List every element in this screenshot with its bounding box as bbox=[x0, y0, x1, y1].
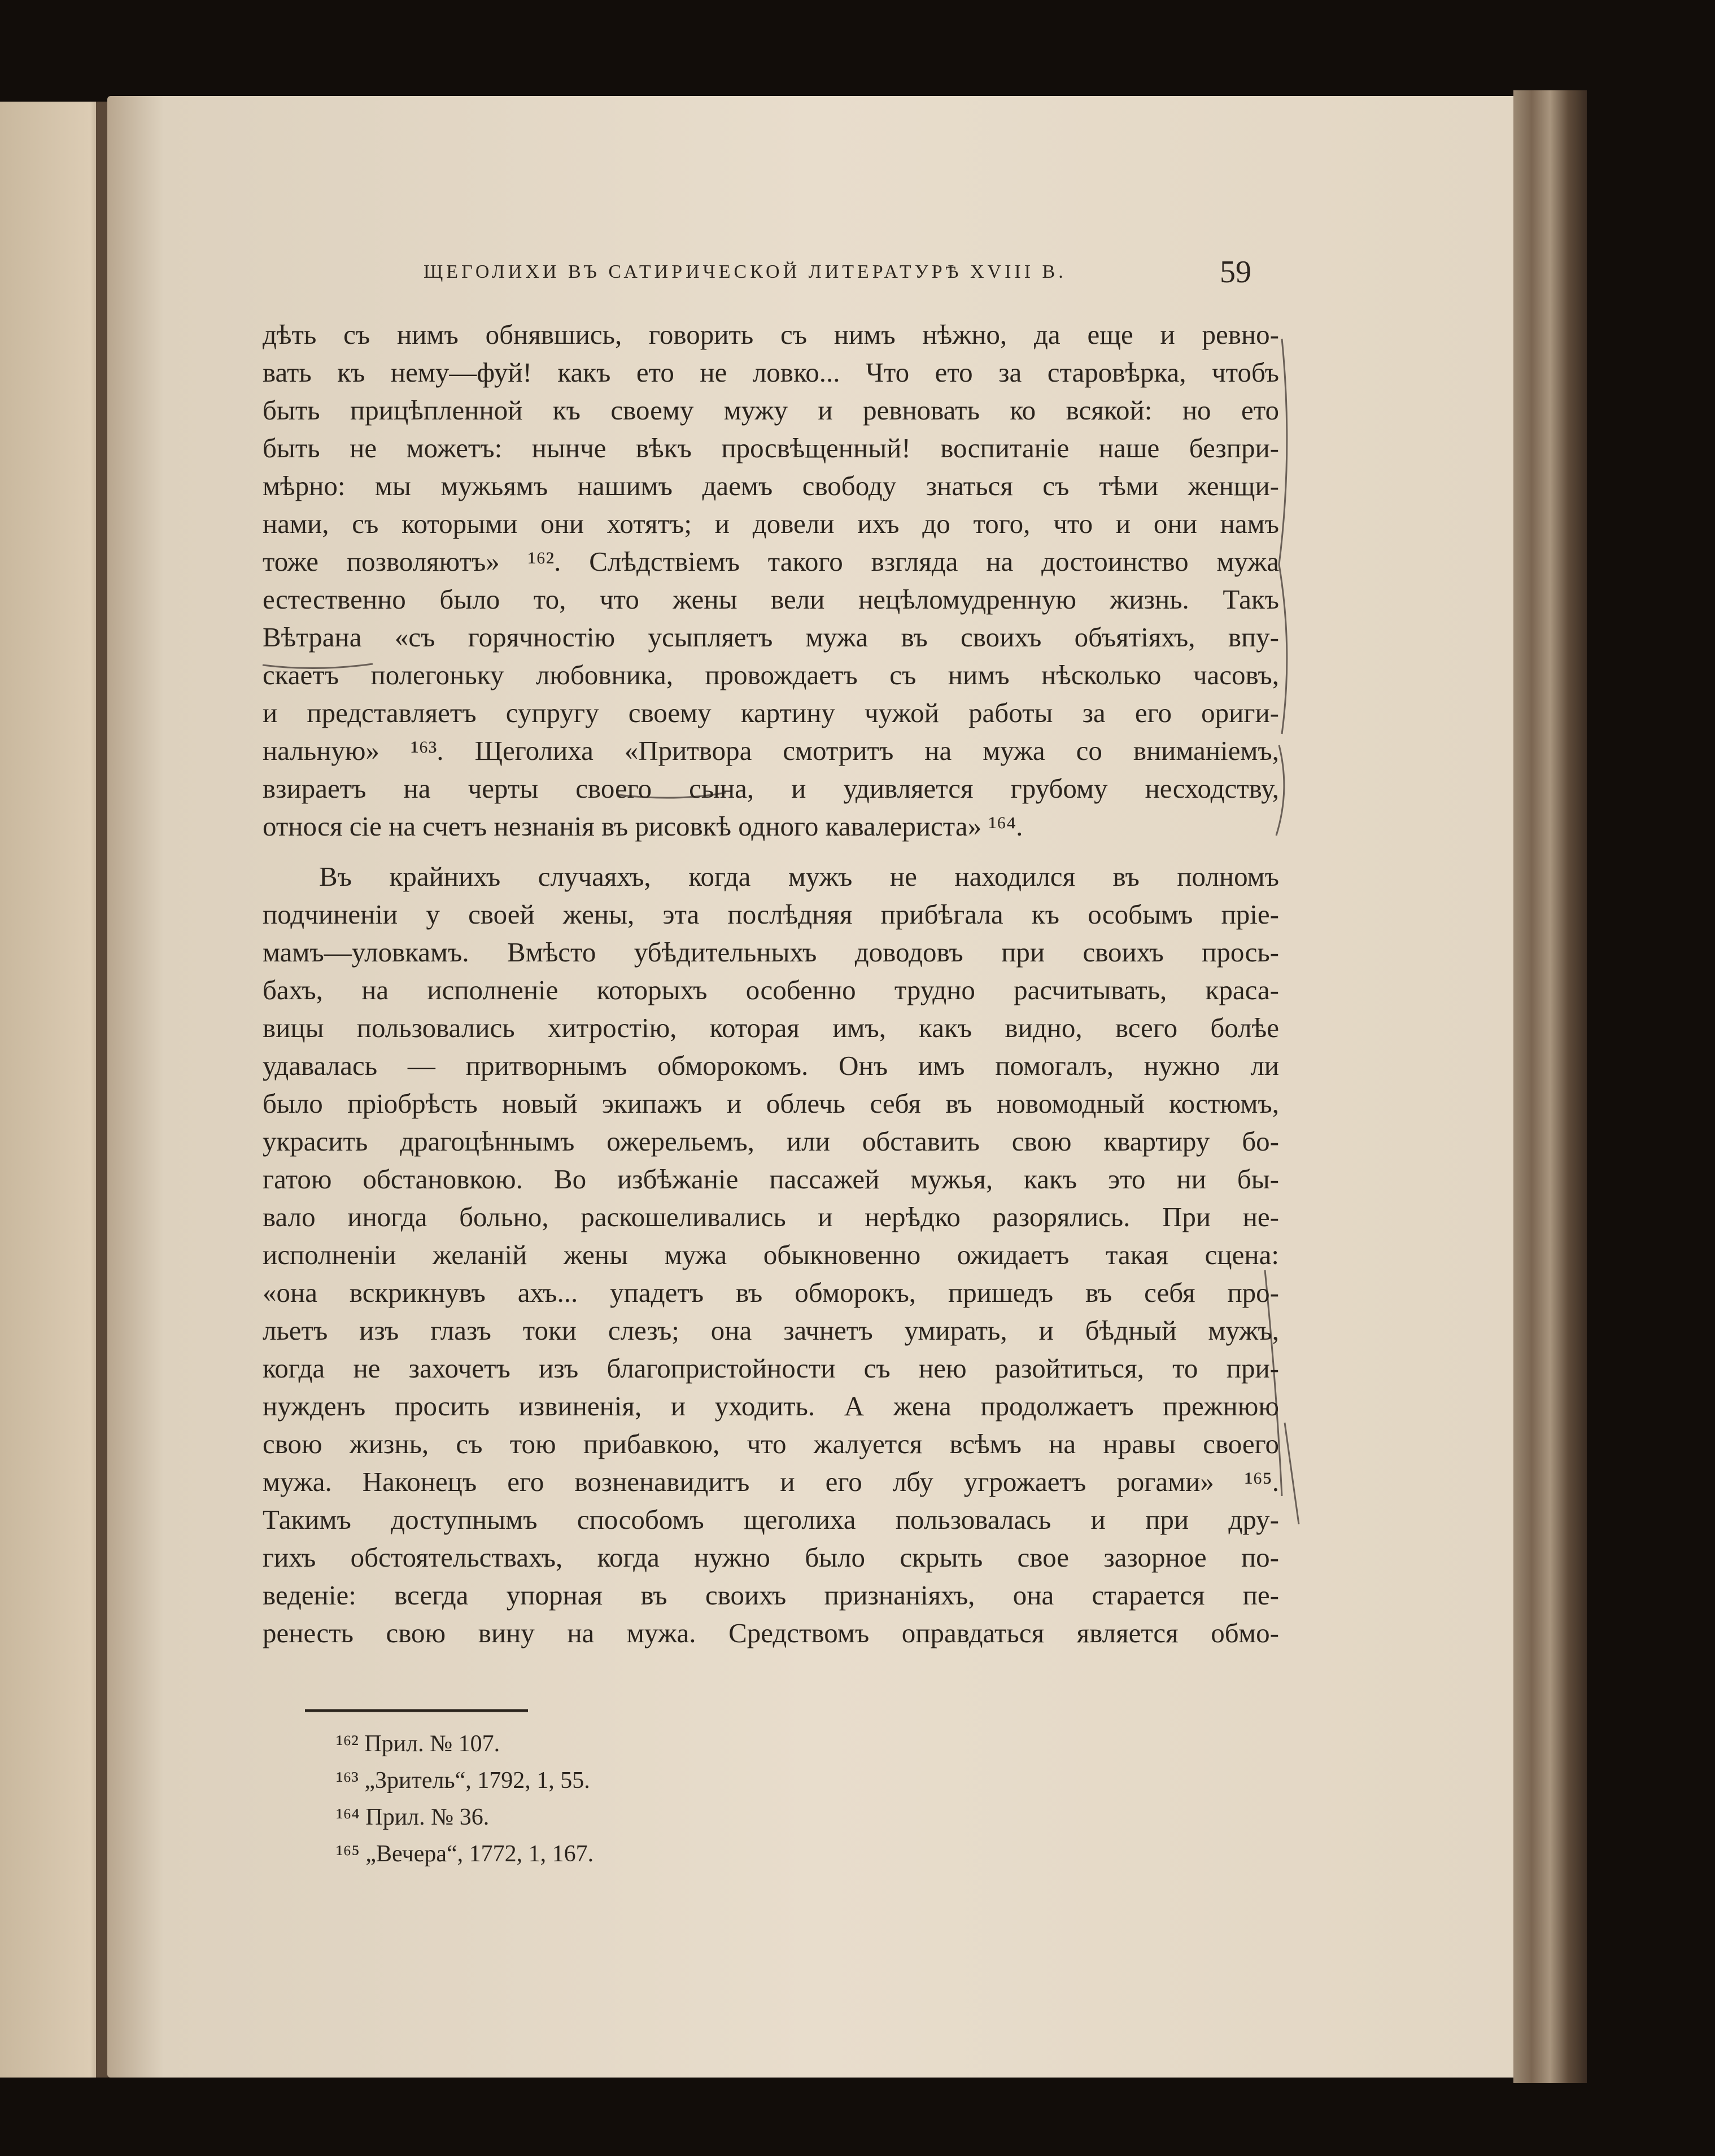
body-line: ренесть свою вину на мужа. Средствомъ оправдаться является обмо- bbox=[263, 1617, 1279, 1648]
body-line: было пріобрѣсть новый экипажъ и облечь себя въ новомодный костюмъ, bbox=[263, 1088, 1279, 1119]
body-line: свою жизнь, съ тою прибавкою, что жалуется всѣмъ на нравы своего bbox=[263, 1428, 1279, 1459]
body-line: и представляетъ супругу своему картину чужой работы за его ориги- bbox=[263, 697, 1279, 728]
body-line: удавалась — притворнымъ обморокомъ. Онъ имъ помогалъ, нужно ли bbox=[263, 1050, 1279, 1081]
body-line: Вѣтрана «съ горячностію усыпляетъ мужа въ своихъ объятіяхъ, впу- bbox=[263, 622, 1279, 653]
body-line: взираетъ на черты своего сына, и удивляется грубому несходству, bbox=[263, 773, 1279, 804]
body-line: естественно было то, что жены вели нецѣломудренную жизнь. Такъ bbox=[263, 584, 1279, 615]
body-line: Въ крайнихъ случаяхъ, когда мужъ не находился въ полномъ bbox=[319, 861, 1279, 892]
body-line: нужденъ просить извиненія, и уходить. А жена продолжаетъ прежнюю bbox=[263, 1390, 1279, 1422]
running-title: ЩЕГОЛИХИ ВЪ САТИРИЧЕСКОЙ ЛИТЕРАТУРѢ XVIII В. bbox=[424, 261, 1067, 282]
body-line: скаетъ полегоньку любовника, провождаетъ съ нимъ нѣсколько часовъ, bbox=[263, 659, 1279, 690]
body-line: относя сіе на счетъ незнанія въ рисовкѣ одного кавалериста» ¹⁶⁴. bbox=[263, 811, 1023, 842]
body-line: вицы пользовались хитростію, которая имъ, какъ видно, всего болѣе bbox=[263, 1012, 1279, 1043]
body-line: вать къ нему—фуй! какъ ето не ловко... Что ето за старовѣрка, чтобъ bbox=[263, 357, 1279, 388]
body-line: быть не можетъ: нынче вѣкъ просвѣщенный! воспитаніе наше безпри- bbox=[263, 432, 1279, 463]
footnote: ¹⁶⁵ „Вечера“, 1772, 1, 167. bbox=[336, 1841, 594, 1867]
body-line: гихъ обстоятельствахъ, когда нужно было скрыть свое зазорное по- bbox=[263, 1542, 1279, 1573]
footnote: ¹⁶⁴ Прил. № 36. bbox=[336, 1804, 490, 1830]
body-line: когда не захочетъ изъ благопристойности съ нею разойтиться, то при- bbox=[263, 1353, 1279, 1384]
footnote: ¹⁶² Прил. № 107. bbox=[336, 1731, 500, 1757]
body-line: Такимъ доступнымъ способомъ щеголиха пользовалась и при дру- bbox=[263, 1504, 1279, 1535]
body-line: исполненіи желаній жены мужа обыкновенно ожидаетъ такая сцена: bbox=[263, 1239, 1279, 1270]
body-line: быть прицѣпленной къ своему мужу и ревновать ко всякой: но ето bbox=[263, 395, 1279, 426]
body-line: нальную» ¹⁶³. Щеголиха «Притвора смотритъ на мужа со вниманіемъ, bbox=[263, 735, 1279, 766]
body-line: льетъ изъ глазъ токи слезъ; она зачнетъ умирать, и бѣдный мужъ, bbox=[263, 1315, 1279, 1346]
body-line: нами, съ которыми они хотятъ; и довели ихъ до того, что и они намъ bbox=[263, 508, 1279, 539]
body-line: мѣрно: мы мужьямъ нашимъ даемъ свободу знаться съ тѣми женщи- bbox=[263, 470, 1279, 501]
body-line: подчиненіи у своей жены, эта послѣдняя прибѣгала къ особымъ пріе- bbox=[263, 899, 1279, 930]
body-line: веденіе: всегда упорная въ своихъ признаніяхъ, она старается пе- bbox=[263, 1580, 1279, 1611]
body-line: украсить драгоцѣннымъ ожерельемъ, или обставить свою квартиру бо- bbox=[263, 1126, 1279, 1157]
body-line: гатою обстановкою. Во избѣжаніе пассажей мужья, какъ это ни бы- bbox=[263, 1164, 1279, 1195]
body-line: «она вскрикнувъ ахъ... упадетъ въ обморокъ, пришедъ въ себя про- bbox=[263, 1277, 1279, 1308]
body-line: тоже позволяютъ» ¹⁶². Слѣдствіемъ такого взгляда на достоинство мужа bbox=[263, 546, 1279, 577]
body-line: бахъ, на исполненіе которыхъ особенно трудно расчитывать, краса- bbox=[263, 974, 1279, 1005]
body-line: мамъ—уловкамъ. Вмѣсто убѣдительныхъ доводовъ при своихъ прось- bbox=[263, 937, 1279, 968]
footnote: ¹⁶³ „Зритель“, 1792, 1, 55. bbox=[336, 1768, 590, 1794]
body-line: вало иногда больно, раскошеливались и нерѣдко разорялись. При не- bbox=[263, 1201, 1279, 1232]
page-number: 59 bbox=[1220, 255, 1251, 290]
body-line: мужа. Наконецъ его возненавидитъ и его лбу угрожаетъ рогами» ¹⁶⁵. bbox=[263, 1466, 1279, 1497]
body-line: дѣть съ нимъ обнявшись, говорить съ нимъ нѣжно, да еще и ревно- bbox=[263, 319, 1279, 350]
